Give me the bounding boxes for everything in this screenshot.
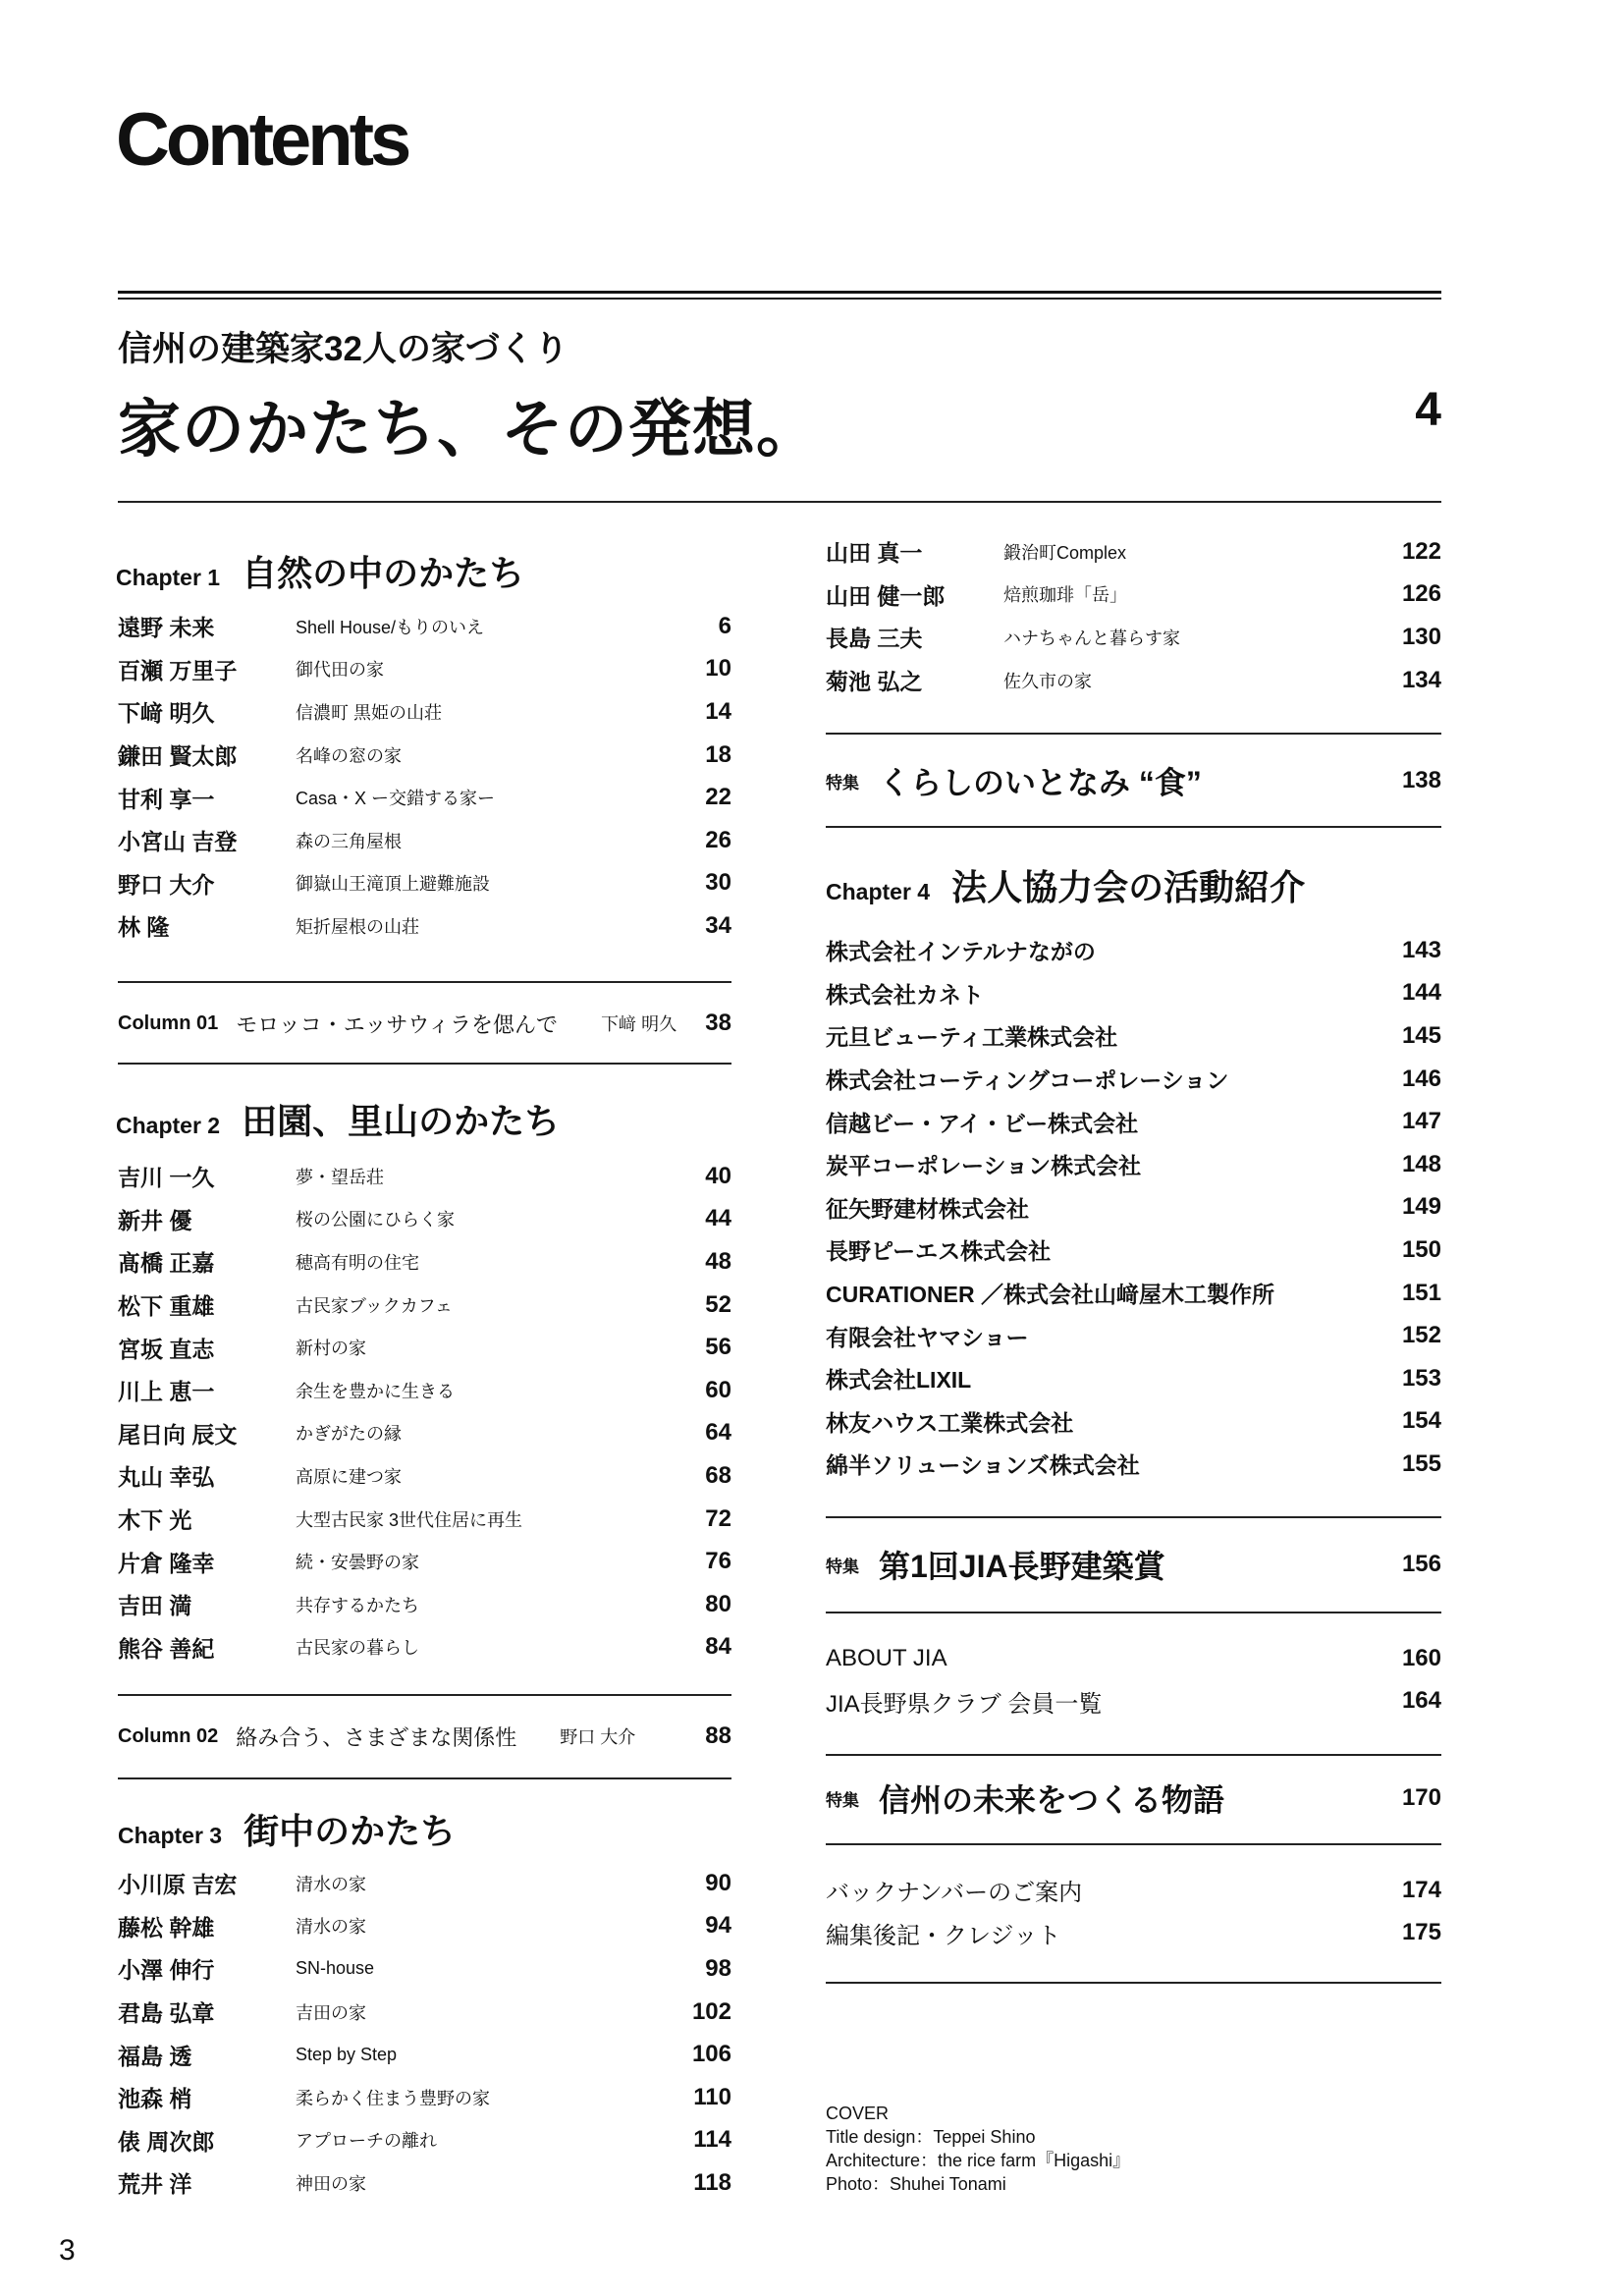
cover-credit-line: Architecture：the rice farm『Higashi』 [826,2151,1131,2170]
toc-entry[interactable] [826,1869,1441,1912]
work-title: Step by Step [296,2044,398,2064]
column-label: Column 01 [118,1011,219,1034]
company-name: 株式会社カネト [826,981,984,1008]
feature-label: 特集 [826,1790,859,1810]
work-title: 吉田の家 [296,2002,366,2023]
toc-entry[interactable] [826,1680,1441,1723]
feature-subtitle: 信州の建築家32人の家づくり [118,330,568,368]
page-number: 102 [691,1997,731,2025]
toc-entry[interactable] [118,904,731,948]
divider [826,1982,1441,1984]
feature-title: くらしのいとなみ “食” [879,765,1202,800]
company-name: 林友ハウス工業株式会社 [826,1409,1074,1436]
divider [826,1612,1441,1613]
page-number: 48 [705,1247,731,1275]
page-number: 146 [1401,1065,1441,1092]
company-name: CURATIONER ／株式会社山﨑屋木工製作所 [826,1282,1275,1308]
chapter-3-heading[interactable] [118,1804,456,1854]
architect-name: 尾日向 辰文 [118,1421,238,1448]
toc-entry[interactable] [118,1626,731,1669]
page-number: 106 [691,2041,731,2068]
page-number: 155 [1401,1449,1441,1477]
work-title: 古民家ブックカフェ [296,1295,453,1316]
toc-entry[interactable] [826,1014,1441,1058]
toc-entry[interactable] [118,819,731,862]
page-number: 94 [705,1912,731,1940]
divider [118,981,731,983]
page-number: 26 [705,826,731,853]
page-number: 174 [1401,1876,1441,1903]
feature-2-entry[interactable] [826,1540,1441,1589]
page-number: 126 [1401,580,1441,608]
divider [118,1694,731,1696]
page-number: 143 [1401,936,1441,963]
work-title: 森の三角屋根 [296,831,402,851]
work-title: Casa・X ー交錯する家ー [296,789,496,809]
page-number: 145 [1401,1021,1441,1049]
feature-label: 特集 [826,1557,859,1576]
company-name: 征矢野建材株式会社 [826,1195,1029,1222]
work-title: 信濃町 黒姫の山荘 [296,702,443,723]
page-number: 90 [705,1869,731,1896]
architect-name: 山田 真一 [826,540,923,567]
architect-name: 君島 弘章 [118,2000,215,2027]
architect-name: 山田 健一郎 [826,582,946,609]
company-name: 株式会社コーティングコーポレーション [826,1067,1229,1094]
feature-title[interactable]: 家のかたち、その発想。 [118,394,820,465]
column-title: 絡み合う、さまざまな関係性 [236,1724,517,1750]
toc-entry[interactable] [118,1862,731,1905]
divider [118,501,1441,503]
page-number: 151 [1401,1279,1441,1306]
toc-entry[interactable] [118,1991,731,2034]
toc-entry[interactable] [118,1198,731,1241]
chapter-4-list [826,929,1441,1486]
architect-name: 木下 光 [118,1507,192,1534]
divider [826,733,1441,735]
toc-entry[interactable] [118,1240,731,1284]
work-title: 新村の家 [296,1339,366,1359]
column-author: 下﨑 明久 [601,1014,677,1034]
chapter-2-heading[interactable] [116,1094,560,1144]
page-number: 175 [1401,1919,1441,1946]
page-number: 130 [1401,623,1441,650]
page-number: 147 [1401,1108,1441,1135]
architect-name: 宮坂 直志 [118,1336,215,1362]
page-number: 149 [1401,1193,1441,1221]
architect-name: 丸山 幸弘 [118,1464,215,1491]
page-number: 18 [705,740,731,768]
page-number: 88 [705,1722,731,1749]
architect-name: 新井 優 [118,1207,192,1233]
page-number: 40 [705,1162,731,1189]
architect-name: 下﨑 明久 [118,700,215,727]
chapter-4-heading[interactable] [826,860,1305,910]
page-number: 114 [693,2126,731,2154]
page-number: 34 [705,911,731,939]
work-title: 清水の家 [296,1917,366,1938]
work-title: 古民家の暮らし [296,1638,419,1659]
double-divider [118,291,1441,300]
company-name: 長野ピーエス株式会社 [826,1238,1052,1265]
work-title: Shell House/もりのいえ [296,617,485,637]
jia-list [826,1637,1441,1722]
toc-entry[interactable] [118,2161,731,2205]
divider [826,1754,1441,1756]
toc-entry[interactable] [826,1443,1441,1486]
work-title: 清水の家 [296,1874,366,1894]
architect-name: 俵 周次郎 [118,2128,215,2155]
work-title: アプローチの離れ [296,2131,437,2152]
toc-entry[interactable] [118,1326,731,1369]
work-title: 神田の家 [296,2173,366,2194]
page-number: 44 [705,1205,731,1232]
toc-entry[interactable] [118,1284,731,1327]
architect-name: 片倉 隆幸 [118,1550,215,1576]
page-number: 84 [705,1633,731,1661]
toc-entry[interactable] [826,1186,1441,1230]
toc-entry[interactable] [118,605,731,648]
work-title: 穂高有明の住宅 [296,1252,419,1273]
page-number: 98 [705,1954,731,1982]
work-title: 御嶽山王滝頂上避難施設 [296,874,490,895]
architect-name: 甘利 享一 [118,786,215,812]
divider [118,1777,731,1779]
page-title: Contents [116,98,408,182]
page-number: 80 [705,1590,731,1617]
page-number: 64 [705,1419,731,1447]
chapter-title: 法人協力会の活動紹介 [951,867,1306,907]
company-name: 元旦ビューティ工業株式会社 [826,1024,1118,1051]
entry-title: 編集後記・クレジット [826,1922,1061,1949]
architect-name: 菊池 弘之 [826,669,923,695]
architect-name: 吉川 一久 [118,1165,215,1191]
work-title: ハナちゃんと暮らす家 [1003,628,1180,648]
architect-name: 林 隆 [118,914,170,941]
page-number: 134 [1401,666,1441,693]
toc-entry[interactable] [118,776,731,819]
architect-name: 池森 梢 [118,2086,192,2112]
architect-name: 百瀬 万里子 [118,657,238,683]
company-name: 有限会社ヤマショー [826,1324,1029,1350]
company-name: 株式会社LIXIL [826,1367,972,1394]
architect-name: 松下 重雄 [118,1293,215,1320]
work-title: 御代田の家 [296,660,384,681]
divider [826,826,1441,828]
page-number: 56 [705,1334,731,1361]
architect-name: 熊谷 善紀 [118,1635,215,1662]
entry-title: JIA長野県クラブ 会員一覧 [826,1690,1103,1718]
chapter-label: Chapter 3 [118,1823,223,1848]
toc-entry[interactable] [118,1369,731,1412]
work-title: 名峰の窓の家 [296,745,402,766]
architect-name: 鎌田 賢太郎 [118,743,238,770]
chapter-1-heading[interactable] [116,546,524,596]
column-author: 野口 大介 [560,1727,636,1747]
toc-entry[interactable] [826,1272,1441,1315]
architect-name: 川上 恵一 [118,1379,215,1405]
toc-entry[interactable] [118,2033,731,2076]
toc-entry[interactable] [826,1058,1441,1101]
back-matter-list [826,1869,1441,1954]
page-number: 38 [705,1010,731,1036]
page-number: 30 [705,869,731,897]
page-number: 164 [1401,1687,1441,1715]
toc-entry[interactable] [826,659,1441,702]
cover-credit-line: Title design：Teppei Shino [826,2127,1036,2147]
toc-entry[interactable] [826,616,1441,659]
architect-name: 小澤 伸行 [118,1957,215,1984]
architect-name: 藤松 幹雄 [118,1914,215,1941]
toc-entry[interactable] [826,574,1441,617]
architect-name: 長島 三夫 [826,626,923,652]
page-number: 76 [705,1548,731,1575]
page-number: 144 [1401,979,1441,1007]
toc-entry[interactable] [826,1357,1441,1400]
toc-entry[interactable] [826,1229,1441,1272]
work-title: SN-house [296,1958,375,1979]
page-number: 68 [705,1461,731,1489]
architect-name: 荒井 洋 [118,2171,192,2198]
feature-1-entry[interactable] [826,756,1441,805]
column-title: モロッコ・エッサウィラを偲んで [236,1011,559,1037]
toc-entry[interactable] [118,1947,731,1991]
cover-heading: COVER [826,2104,890,2123]
entry-title: ABOUT JIA [826,1644,947,1671]
toc-entry[interactable] [118,1155,731,1198]
architect-name: 髙橋 正嘉 [118,1250,215,1277]
architect-name: 遠野 未来 [118,615,215,641]
toc-entry[interactable] [118,862,731,905]
page-number: 14 [705,697,731,725]
page-number: 153 [1401,1364,1441,1392]
work-title: 桜の公園にひらく家 [296,1210,455,1230]
toc-entry[interactable] [118,1905,731,1948]
architect-name: 吉田 満 [118,1593,192,1619]
page-number: 52 [705,1290,731,1318]
company-name: 綿半ソリューションズ株式会社 [826,1452,1140,1479]
chapter-1-list [118,605,731,948]
page-number: 110 [693,2083,731,2110]
feature-page-number: 4 [1415,384,1441,436]
column-label: Column 02 [118,1724,219,1747]
page-number: 118 [693,2168,731,2196]
page-number: 160 [1401,1644,1441,1671]
page-number: 138 [1401,767,1441,793]
toc-entry[interactable] [118,1412,731,1455]
toc-entry[interactable] [826,1143,1441,1186]
work-title: 共存するかたち [296,1595,419,1615]
architect-name: 小宮山 吉登 [118,829,238,855]
page-number-footer: 3 [59,2234,76,2267]
page-number: 60 [705,1376,731,1403]
toc-entry[interactable] [118,1540,731,1583]
company-name: 株式会社インテルナながの [826,939,1096,965]
page-number: 22 [705,784,731,811]
page-number: 152 [1401,1322,1441,1349]
chapter-title: 田園、里山のかたち [242,1101,561,1141]
entry-title: バックナンバーのご案内 [826,1880,1083,1907]
divider [118,1063,731,1065]
toc-entry[interactable] [826,972,1441,1015]
page-number: 150 [1401,1235,1441,1263]
architect-name: 野口 大介 [118,871,215,898]
chapter-title: 自然の中のかたち [242,553,525,593]
work-title: かぎがたの縁 [296,1424,402,1445]
chapter-label: Chapter 2 [116,1113,221,1138]
chapter-label: Chapter 1 [116,565,221,590]
feature-3-entry[interactable] [826,1774,1441,1823]
work-title: 佐久市の家 [1003,671,1092,691]
page-number: 72 [705,1504,731,1532]
page-number: 122 [1401,537,1441,565]
work-title: 大型古民家 3世代住居に再生 [296,1509,523,1530]
page-number: 154 [1401,1407,1441,1435]
work-title: 余生を豊かに生きる [296,1381,455,1401]
toc-entry[interactable] [826,1314,1441,1357]
work-title: 高原に建つ家 [296,1466,402,1487]
chapter-label: Chapter 4 [826,879,931,904]
architect-name: 小川原 吉宏 [118,1872,238,1898]
page-number: 170 [1401,1784,1441,1811]
page-number: 156 [1401,1551,1441,1577]
chapter-title: 街中のかたち [243,1811,457,1851]
cover-credits [826,2102,1130,2196]
chapter-3-list [118,1862,731,2205]
company-name: 炭平コーポレーション株式会社 [826,1153,1142,1179]
work-title: 続・安曇野の家 [296,1553,419,1573]
architect-name: 福島 透 [118,2043,192,2069]
work-title: 夢・望岳荘 [296,1167,384,1187]
toc-entry[interactable] [118,1454,731,1498]
toc-entry[interactable] [118,1583,731,1626]
toc-entry[interactable] [118,734,731,777]
cover-credit-line: Photo：Shuhei Tonami [826,2174,1006,2194]
toc-entry[interactable] [118,690,731,734]
work-title: 焙煎珈琲「岳」 [1003,585,1127,606]
column-02-entry[interactable] [118,1717,731,1756]
company-name: 信越ビー・アイ・ビー株式会社 [826,1110,1139,1136]
chapter-2-list [118,1155,731,1668]
toc-entry[interactable] [826,929,1441,972]
feature-title: 第1回JIA長野建築賞 [879,1549,1165,1584]
column-01-entry[interactable] [118,1004,731,1043]
work-title: 矩折屋根の山荘 [296,916,419,937]
toc-entry[interactable] [118,2076,731,2119]
toc-entry[interactable] [118,1498,731,1541]
feature-title: 信州の未来をつくる物語 [879,1782,1225,1818]
divider [826,1843,1441,1845]
page-number: 10 [705,655,731,683]
toc-entry[interactable] [118,2119,731,2162]
divider [826,1516,1441,1518]
toc-entry[interactable] [826,1637,1441,1680]
toc-entry[interactable] [826,530,1441,574]
page-number: 148 [1401,1150,1441,1177]
feature-label: 特集 [826,773,859,793]
chapter-3-list-continued [826,530,1441,701]
toc-entry[interactable] [826,1912,1441,1955]
page-number: 6 [718,612,731,639]
toc-entry[interactable] [826,1100,1441,1143]
work-title: 鍛治町Complex [1003,542,1127,563]
work-title: 柔らかく住まう豊野の家 [296,2088,490,2108]
toc-entry[interactable] [826,1400,1441,1444]
toc-entry[interactable] [118,648,731,691]
